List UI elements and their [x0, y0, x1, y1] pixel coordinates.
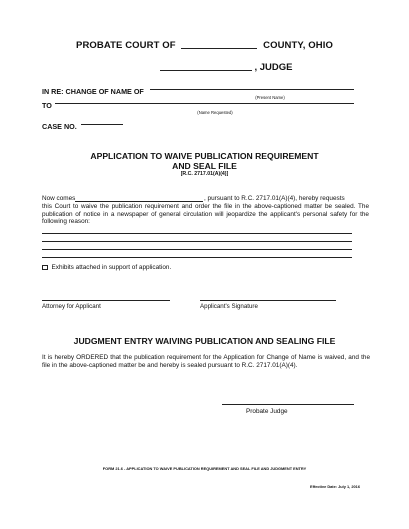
application-statute: [R.C. 2717.01(A)(4)] [180, 171, 229, 177]
name-requested-caption: (Name Requested) [197, 110, 233, 115]
judgment-title: JUDGMENT ENTRY WAIVING PUBLICATION AND SEALING FILE [73, 336, 336, 346]
attorney-label: Attorney for Applicant [42, 303, 101, 310]
effective-date: Effective Date: July 1, 2016 [310, 484, 360, 489]
application-body-text: this Court to waive the publication requirement and order the file in the above-captioned matter be sealed. The publication of notice in a newspaper of general circulation will jeopardize the applicant's personal safety for the following reason: [42, 203, 369, 226]
in-re-label: IN RE: CHANGE OF NAME OF [42, 87, 144, 96]
to-label: TO [42, 101, 52, 110]
court-heading [0, 40, 409, 51]
judge-heading [0, 62, 409, 73]
exhibits-row [42, 264, 171, 271]
exhibits-label: Exhibits attached in support of application. [51, 264, 172, 271]
court-label-right: COUNTY, OHIO [263, 40, 333, 51]
present-name-caption: (Present Name) [255, 95, 285, 100]
court-label-left: PROBATE COURT OF [76, 40, 176, 51]
judge-label: , JUDGE [254, 62, 293, 73]
judgment-ordered-text: It is hereby ORDERED that the publication requirement for the Application for Change of Name is waived, and the file in the above-captioned matter be and hereby is sealed pursuant to R.C. 2717.01(A)(4). [42, 354, 370, 369]
form-footer-title: FORM 21.6 - APPLICATION TO WAIVE PUBLICATION REQUIREMENT AND SEAL FILE AND JUDGMENT ENTRY [102, 466, 307, 471]
present-name-line[interactable] [150, 89, 354, 90]
probate-judge-signature-line[interactable] [222, 404, 354, 405]
applicant-signature-line[interactable] [200, 300, 336, 301]
pursuant-text: , pursuant to R.C. 2717.01(A)(4), hereby requests [204, 195, 345, 202]
case-number-line[interactable] [81, 124, 123, 125]
application-title-line2: AND SEAL FILE [172, 161, 237, 171]
name-requested-line[interactable] [55, 103, 354, 104]
attorney-signature-line[interactable] [42, 300, 170, 301]
applicant-name-line[interactable] [75, 201, 203, 202]
county-blank[interactable] [181, 40, 257, 49]
case-number-label: CASE NO. [42, 122, 77, 131]
reason-line[interactable] [42, 241, 352, 242]
now-comes-label: Now comes [42, 195, 76, 202]
applicant-signature-label: Applicant's Signature [200, 303, 258, 310]
reason-line[interactable] [42, 233, 352, 234]
reason-line[interactable] [42, 249, 352, 250]
probate-judge-label: Probate Judge [246, 408, 288, 415]
judge-name-blank[interactable] [160, 62, 252, 71]
reason-line[interactable] [42, 257, 352, 258]
exhibits-checkbox[interactable] [42, 265, 48, 271]
application-title-line1: APPLICATION TO WAIVE PUBLICATION REQUIREMENT [90, 151, 319, 161]
